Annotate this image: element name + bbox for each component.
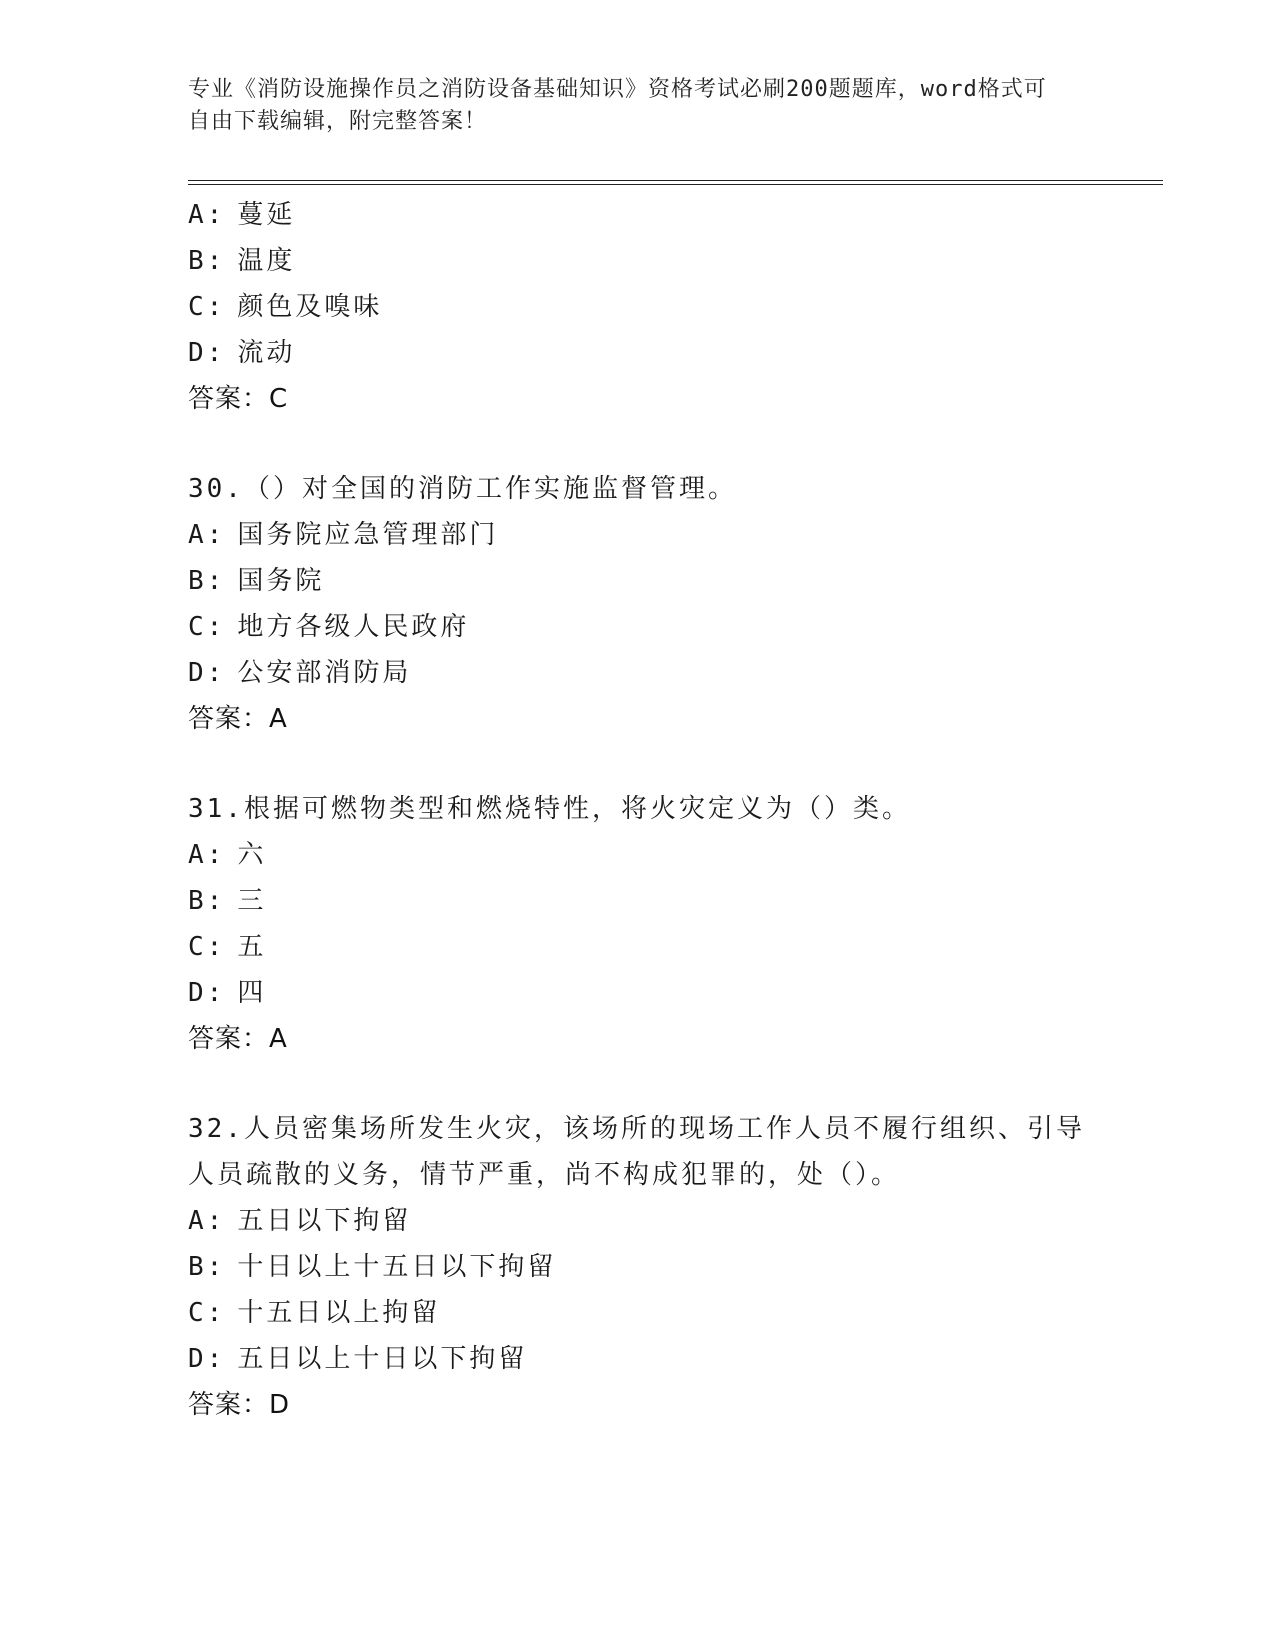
option-b: B: 温度: [188, 246, 296, 276]
question-text: 31.根据可燃物类型和燃烧特性，将火灾定义为（）类。: [188, 794, 911, 824]
option-d: D: 五日以上十日以下拘留: [188, 1344, 528, 1374]
option-d: D: 四: [188, 978, 267, 1008]
question-31: [188, 786, 1088, 1062]
question-list: [188, 192, 1088, 1428]
option-b: B: 十日以上十五日以下拘留: [188, 1252, 557, 1282]
option-a: A: 蔓延: [188, 200, 296, 230]
question-text: 30.（）对全国的消防工作实施监督管理。: [188, 474, 737, 504]
answer-line: 答案：A: [188, 704, 288, 734]
option-a: A: 国务院应急管理部门: [188, 520, 499, 550]
question-30: [188, 466, 1088, 742]
question-text: 32.人员密集场所发生火灾，该场所的现场工作人员不履行组织、引导人员疏散的义务，情节严重，尚不构成犯罪的，处（）。: [188, 1114, 1085, 1190]
option-b: B: 三: [188, 886, 267, 916]
option-d: D: 流动: [188, 338, 296, 368]
answer-line: 答案：A: [188, 1024, 288, 1054]
option-d: D: 公安部消防局: [188, 658, 412, 688]
header-divider-top: [188, 180, 1163, 181]
option-c: C: 五: [188, 932, 267, 962]
option-b: B: 国务院: [188, 566, 325, 596]
answer-line: 答案：C: [188, 384, 289, 414]
header-divider-bottom: [188, 184, 1163, 185]
answer-line: 答案：D: [188, 1390, 291, 1420]
question-32: [188, 1106, 1088, 1428]
partial-question: [188, 192, 1088, 422]
option-c: C: 颜色及嗅味: [188, 292, 383, 322]
option-a: A: 五日以下拘留: [188, 1206, 412, 1236]
option-a: A: 六: [188, 840, 267, 870]
document-header: 专业《消防设施操作员之消防设备基础知识》资格考试必刷200题题库，word格式可自由下载编辑，附完整答案！: [188, 77, 1047, 134]
option-c: C: 十五日以上拘留: [188, 1298, 441, 1328]
option-c: C: 地方各级人民政府: [188, 612, 470, 642]
